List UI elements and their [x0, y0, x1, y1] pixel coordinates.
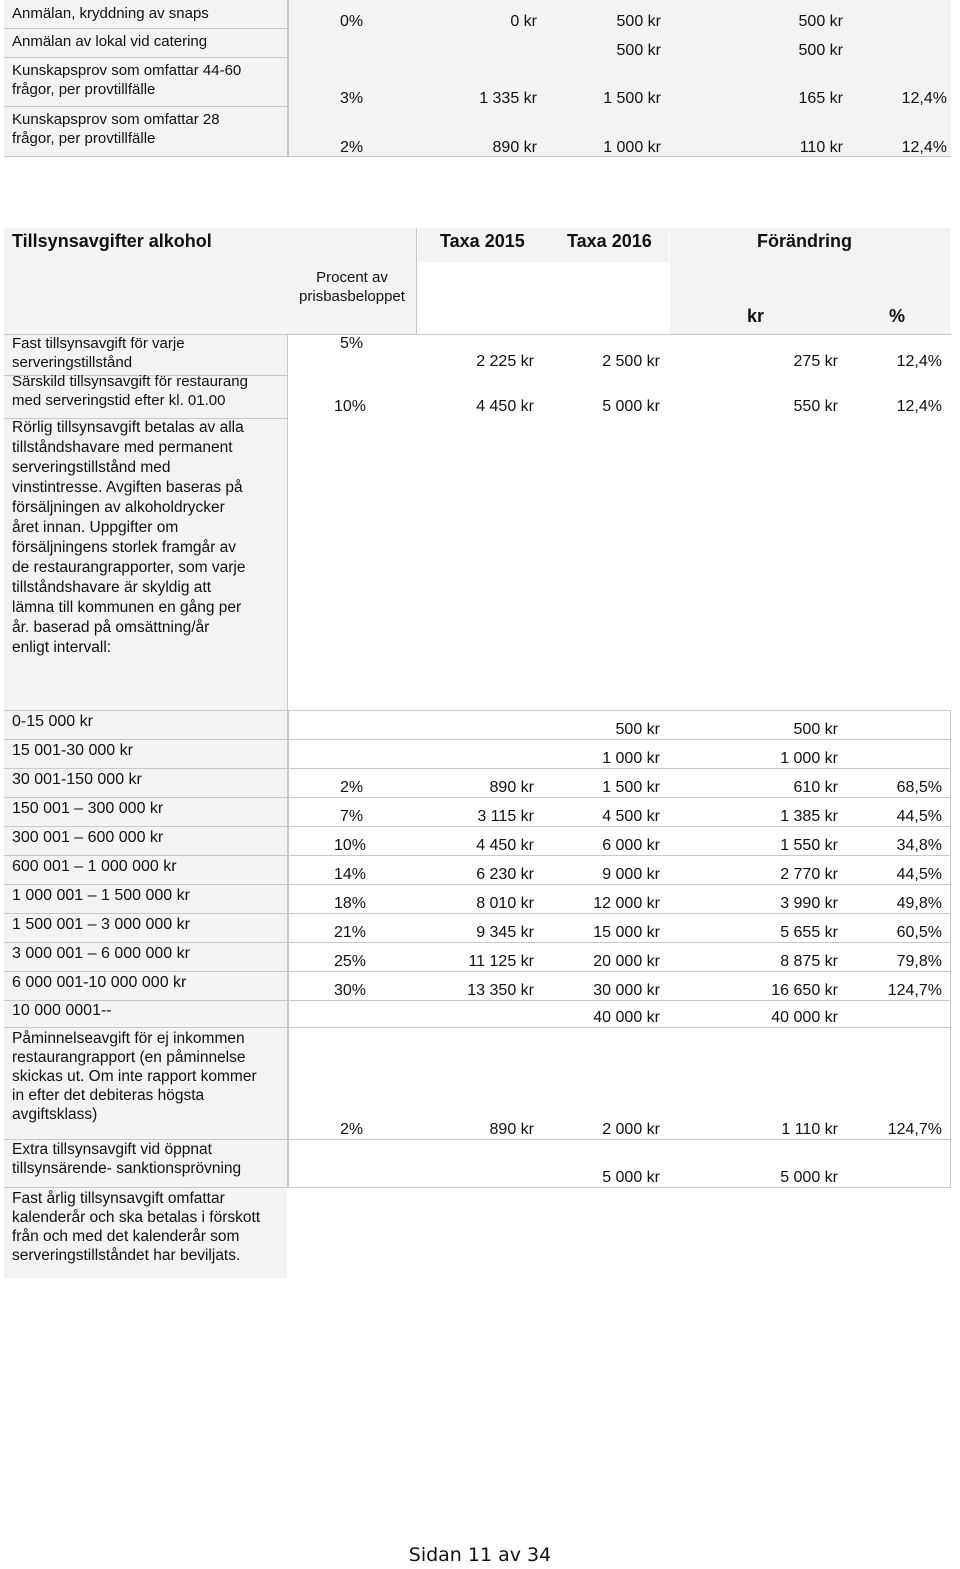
interval-label: 6 000 001-10 000 000 kr	[12, 974, 187, 991]
cell-taxa2016: 15 000 kr	[593, 924, 660, 941]
cell-percent: 7%	[340, 808, 364, 825]
cell-change-pct: 124,7%	[887, 982, 942, 999]
cell-percent: 0%	[340, 13, 364, 30]
cell-taxa2016: 500 kr	[616, 13, 661, 30]
alkohol-row-label: Särskild tillsynsavgift för restaurang med serveringstid efter kl. 01.00	[12, 373, 248, 409]
cell-taxa2015: 6 230 kr	[476, 866, 534, 883]
cell-taxa2016: 20 000 kr	[593, 953, 660, 970]
cell-taxa2015: 3 115 kr	[477, 808, 534, 825]
cell-change-kr: 5 000 kr	[780, 1169, 838, 1186]
cell-taxa2016: 2 000 kr	[602, 1121, 660, 1138]
top-row-label: Kunskapsprov som omfattar 28 frågor, per provtillfälle	[12, 111, 220, 147]
interval-label: 150 001 – 300 000 kr	[12, 800, 164, 817]
cell-change-pct: 12,4%	[901, 90, 947, 107]
interval-label: 1 000 001 – 1 500 000 kr	[12, 887, 190, 904]
cell-percent: 21%	[334, 924, 367, 941]
cell-taxa2015: 11 125 kr	[468, 953, 534, 970]
cell-change-pct: 68,5%	[896, 779, 942, 796]
cell-taxa2016: 1 500 kr	[603, 90, 661, 107]
cell-percent: 10%	[334, 398, 367, 415]
cell-change-kr: 610 kr	[793, 779, 838, 796]
cell-change-kr: 500 kr	[793, 721, 838, 738]
cell-taxa2016: 500 kr	[615, 721, 660, 738]
cell-change-pct: 60,5%	[896, 924, 942, 941]
cell-change-pct: 124,7%	[887, 1121, 942, 1138]
top-row-label: Kunskapsprov som omfattar 44-60 frågor, per provtillfälle	[12, 62, 242, 98]
interval-label: 10 000 0001--	[12, 1002, 112, 1019]
cell-change-kr: 1 000 kr	[780, 750, 838, 767]
cell-taxa2016: 30 000 kr	[593, 982, 660, 999]
cell-percent: 30%	[334, 982, 367, 999]
cell-taxa2015: 4 450 kr	[476, 837, 534, 854]
top-row-label: Anmälan av lokal vid catering	[12, 33, 208, 50]
cell-taxa2016: 2 500 kr	[602, 353, 660, 370]
cell-taxa2015: 2 225 kr	[476, 353, 534, 370]
cell-change-kr: 40 000 kr	[771, 1009, 838, 1026]
cell-percent: 14%	[334, 866, 367, 883]
col-header-kr: kr	[747, 306, 765, 326]
cell-taxa2016: 12 000 kr	[593, 895, 660, 912]
cell-change-pct: 79,8%	[896, 953, 942, 970]
cell-change-kr: 500 kr	[798, 13, 843, 30]
cell-percent: 25%	[334, 953, 367, 970]
col-header-change: Förändring	[757, 231, 852, 251]
cell-taxa2015: 0 kr	[510, 13, 537, 30]
cell-percent: 2%	[340, 139, 364, 156]
section-title: Tillsynsavgifter alkohol	[12, 231, 212, 251]
cell-change-kr: 2 770 kr	[780, 866, 838, 883]
cell-change-pct: 44,5%	[896, 808, 942, 825]
cell-change-kr: 550 kr	[793, 398, 838, 415]
cell-taxa2015: 890 kr	[492, 139, 537, 156]
cell-taxa2016: 40 000 kr	[593, 1009, 660, 1026]
interval-label: 15 001-30 000 kr	[12, 742, 133, 759]
page-number: Sidan 11 av 34	[408, 1544, 552, 1566]
cell-change-pct: 12,4%	[901, 139, 947, 156]
cell-change-kr: 5 655 kr	[780, 924, 838, 941]
top-row-label: Anmälan, kryddning av snaps	[12, 5, 209, 22]
cell-percent: 18%	[334, 895, 367, 912]
interval-label: 0-15 000 kr	[12, 713, 93, 730]
cell-taxa2016: 5 000 kr	[602, 398, 660, 415]
cell-change-kr: 1 550 kr	[780, 837, 838, 854]
alkohol-row-label: Fast tillsynsavgift för varje serveringstillstånd	[12, 335, 185, 371]
interval-label: 30 001-150 000 kr	[12, 771, 142, 788]
cell-change-kr: 275 kr	[793, 353, 838, 370]
cell-percent: 2%	[340, 779, 364, 796]
cell-change-kr: 3 990 kr	[780, 895, 838, 912]
extra-fee-label: Extra tillsynsavgift vid öppnat tillsynsärende- sanktionsprövning	[12, 1141, 242, 1177]
cell-change-kr: 1 110 kr	[781, 1121, 838, 1138]
cell-taxa2016: 1 000 kr	[602, 750, 660, 767]
cell-change-pct: 12,4%	[896, 353, 942, 370]
cell-change-kr: 1 385 kr	[780, 808, 838, 825]
cell-change-kr: 500 kr	[798, 42, 843, 59]
cell-taxa2016: 5 000 kr	[602, 1169, 660, 1186]
reminder-fee-label: Påminnelseavgift för ej inkommen restaurangrapport (en påminnelse skickas ut. Om inte rapport kommer in efter det debiteras högsta avgiftsklass)	[12, 1030, 257, 1123]
col-header-pct: %	[889, 306, 906, 326]
rorlig-description: Rörlig tillsynsavgift betalas av alla tillståndshavare med permanent serveringstillstånd med vinstintresse. Avgiften baseras på försäljningen av alkoholdrycker året innan. Uppgifter om försäljningens storlek framgår av de restaurangrapporter, som varje tillståndshavare är skyldig att lämna till kommunen en gång per år. baserad på omsättning/år enligt intervall:	[12, 419, 246, 656]
interval-label: 600 001 – 1 000 000 kr	[12, 858, 177, 875]
col-header-taxa2015: Taxa 2015	[440, 231, 525, 251]
cell-change-pct: 12,4%	[896, 398, 942, 415]
col-header-percent: Procent av prisbasbeloppet	[299, 269, 405, 305]
cell-taxa2015: 890 kr	[489, 779, 534, 796]
cell-taxa2015: 890 kr	[489, 1121, 534, 1138]
interval-label: 300 001 – 600 000 kr	[12, 829, 164, 846]
cell-change-pct: 44,5%	[896, 866, 942, 883]
cell-taxa2016: 500 kr	[616, 42, 661, 59]
cell-taxa2016: 4 500 kr	[602, 808, 660, 825]
cell-change-pct: 49,8%	[896, 895, 942, 912]
cell-change-pct: 34,8%	[896, 837, 942, 854]
cell-taxa2016: 1 500 kr	[602, 779, 660, 796]
annual-fee-note: Fast årlig tillsynsavgift omfattar kalenderår och ska betalas i förskott från och med det kalenderår som serveringstillståndet har beviljats.	[12, 1190, 261, 1264]
col-header-taxa2016: Taxa 2016	[567, 231, 652, 251]
cell-change-kr: 8 875 kr	[780, 953, 838, 970]
cell-percent: 5%	[340, 335, 364, 352]
cell-taxa2015: 9 345 kr	[476, 924, 534, 941]
cell-change-kr: 165 kr	[798, 90, 843, 107]
cell-taxa2015: 4 450 kr	[476, 398, 534, 415]
cell-percent: 3%	[340, 90, 364, 107]
cell-taxa2016: 6 000 kr	[602, 837, 660, 854]
cell-taxa2016: 9 000 kr	[602, 866, 660, 883]
cell-percent: 2%	[340, 1121, 364, 1138]
cell-change-kr: 16 650 kr	[771, 982, 838, 999]
cell-change-kr: 110 kr	[799, 139, 843, 156]
interval-label: 3 000 001 – 6 000 000 kr	[12, 945, 190, 962]
cell-taxa2016: 1 000 kr	[603, 139, 661, 156]
cell-taxa2015: 1 335 kr	[479, 90, 537, 107]
interval-label: 1 500 001 – 3 000 000 kr	[12, 916, 190, 933]
cell-taxa2015: 8 010 kr	[476, 895, 534, 912]
cell-taxa2015: 13 350 kr	[467, 982, 534, 999]
cell-percent: 10%	[334, 837, 367, 854]
